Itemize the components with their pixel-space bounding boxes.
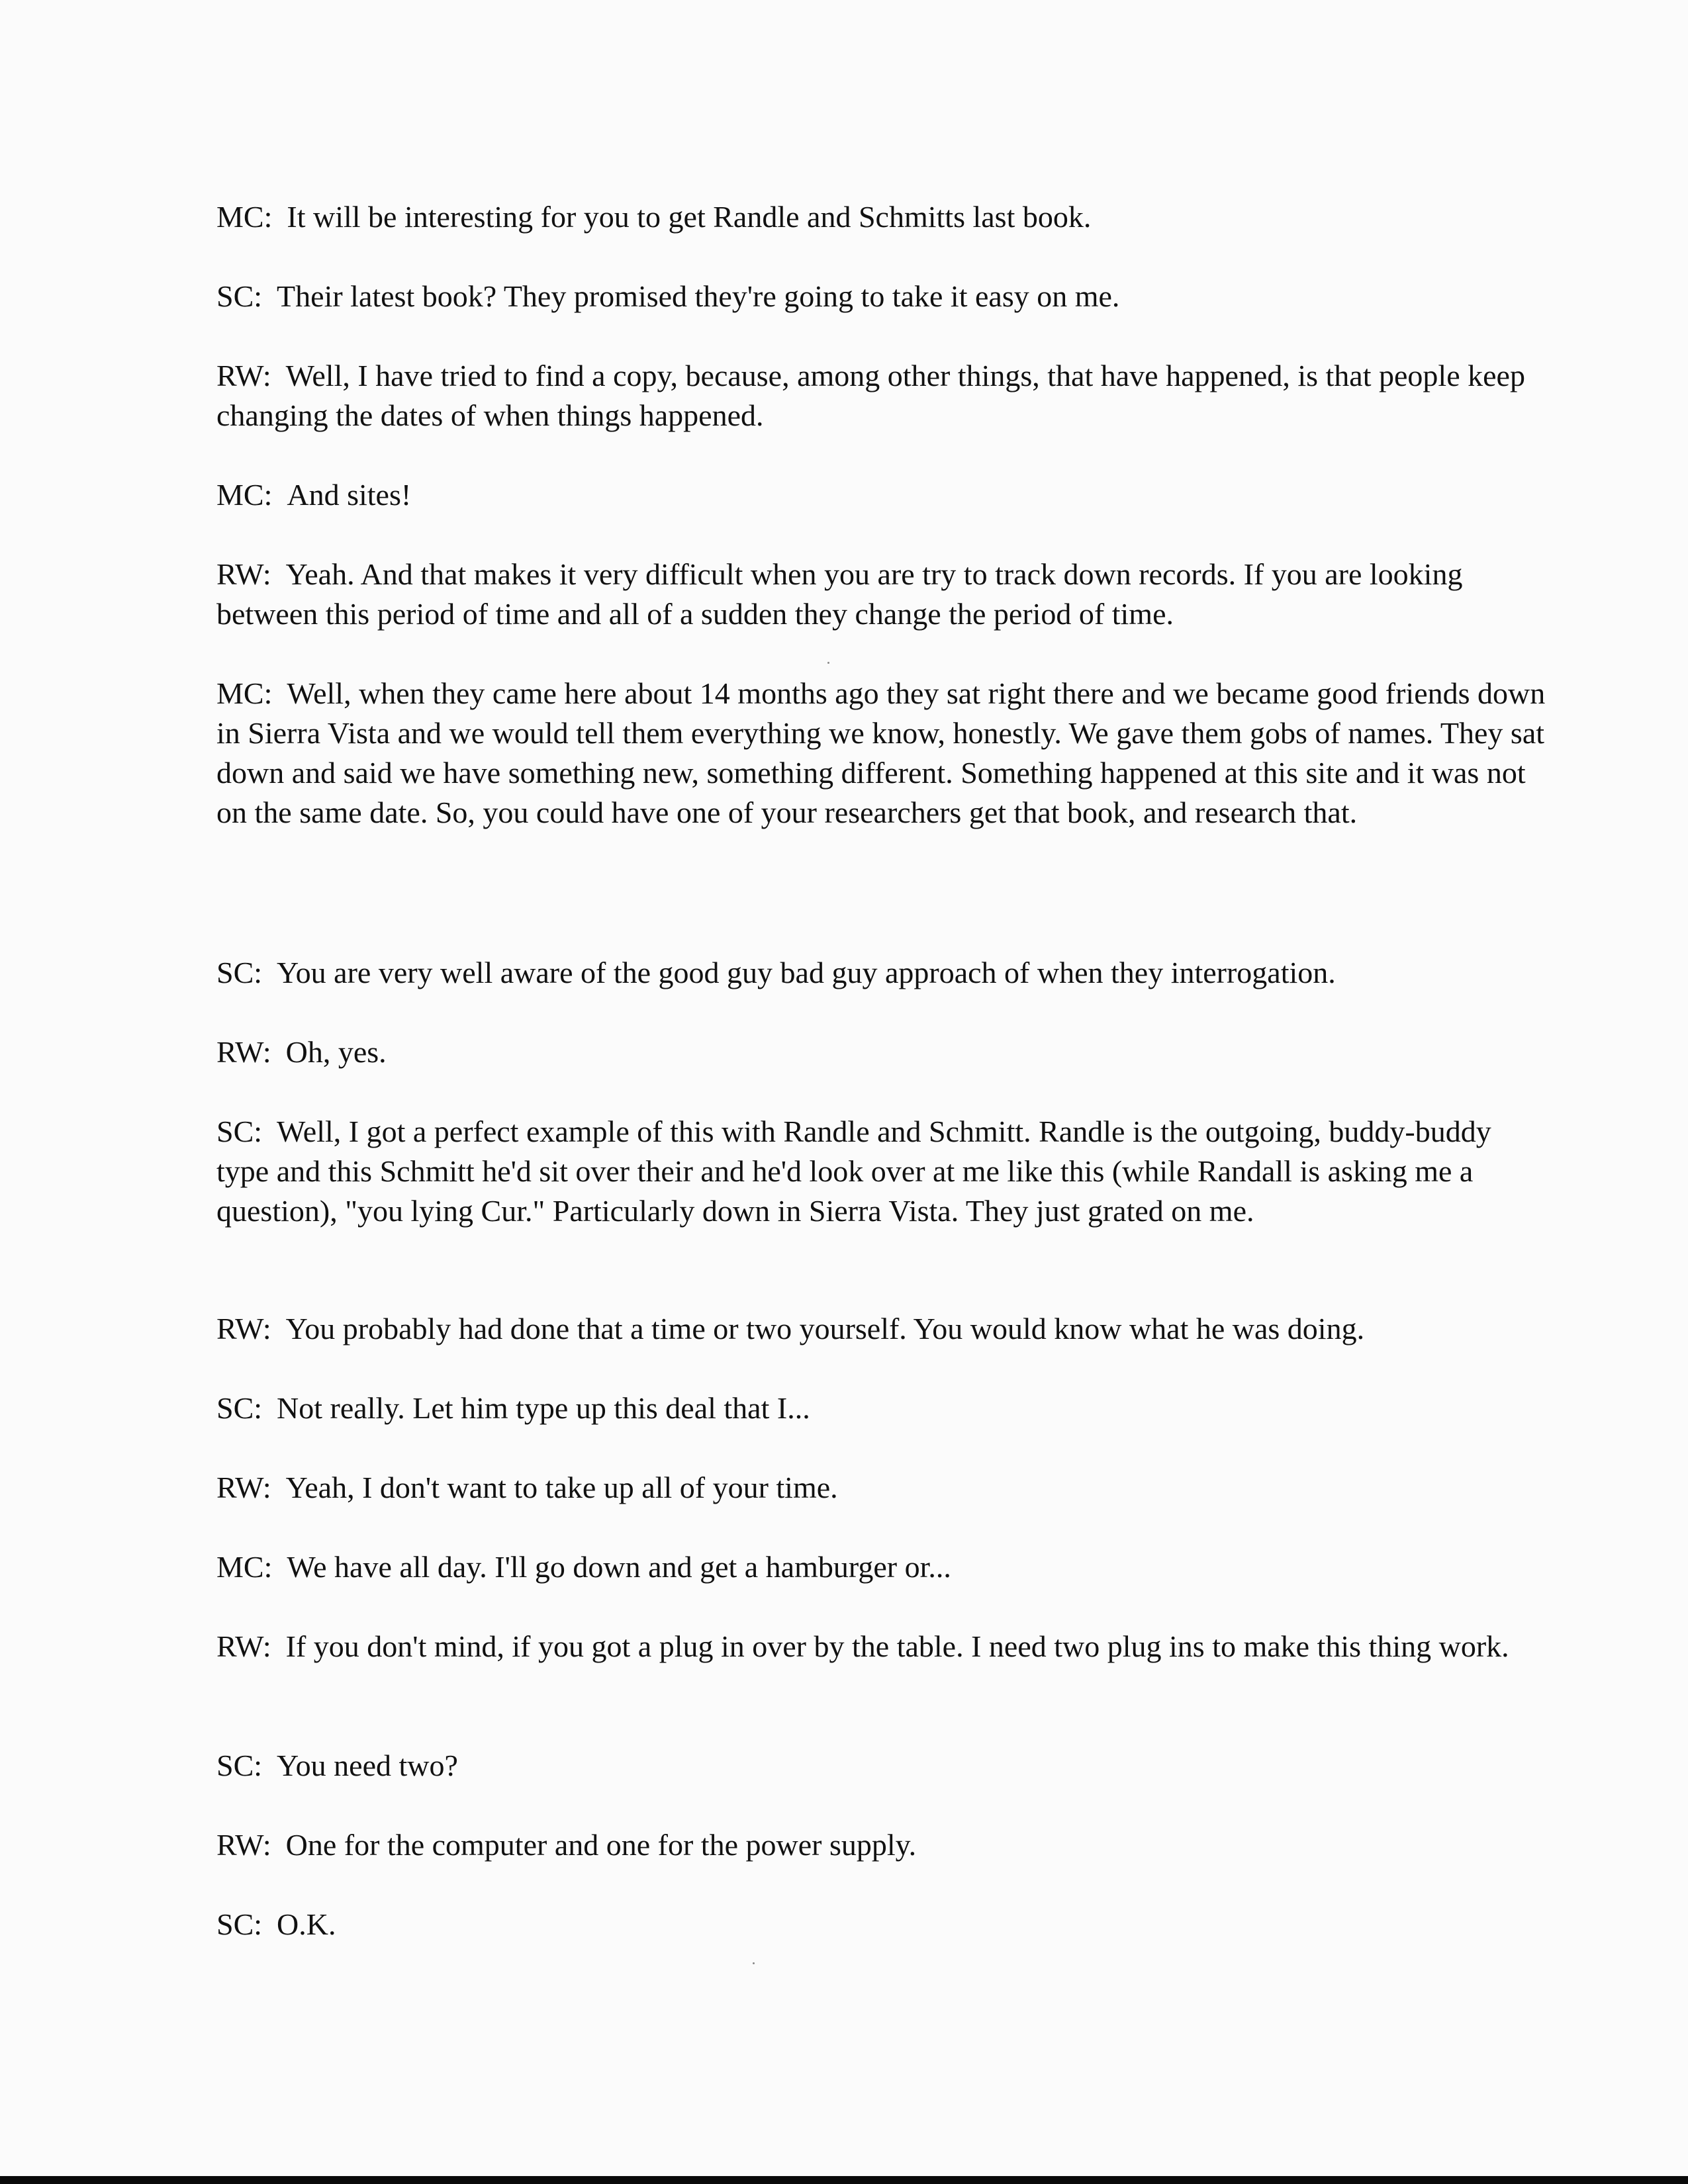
speaker-label: SC: (216, 1907, 263, 1941)
entry-text: If you don't mind, if you got a plug in over by the table. I need two plug ins to make this thing work. (285, 1629, 1509, 1663)
scan-speck (753, 1962, 755, 1964)
transcript-entry (216, 1905, 1547, 1944)
speaker-label: RW: (216, 1035, 271, 1069)
entry-text: Yeah. And that makes it very difficult when you are try to track down records. If you are looking between this period of time and all of a sudden they change the period of time. (216, 557, 1463, 631)
transcript-entry (216, 674, 1547, 833)
transcript-entry (216, 1032, 1547, 1072)
transcript-entry (216, 277, 1547, 316)
transcript-entry (216, 1112, 1547, 1231)
speaker-label: MC: (216, 676, 273, 710)
entry-text: Not really. Let him type up this deal that I... (277, 1391, 810, 1425)
scan-speck (827, 662, 829, 664)
speaker-label: MC: (216, 1550, 273, 1584)
transcript-entry (216, 1547, 1547, 1587)
transcript-entry (216, 1825, 1547, 1865)
speaker-label: MC: (216, 478, 273, 512)
entry-text: You are very well aware of the good guy bad guy approach of when they interrogation. (277, 956, 1336, 989)
transcript-entry (216, 197, 1547, 237)
transcript-entry (216, 1468, 1547, 1508)
entry-text: Yeah, I don't want to take up all of your time. (285, 1471, 838, 1504)
transcript-entry (216, 356, 1547, 435)
speaker-label: SC: (216, 279, 263, 313)
entry-text: O.K. (277, 1907, 336, 1941)
transcript-entry (216, 1388, 1547, 1428)
entry-text: Their latest book? They promised they're going to take it easy on me. (277, 279, 1120, 313)
entry-text: You probably had done that a time or two yourself. You would know what he was doing. (285, 1312, 1365, 1345)
transcript-entry (216, 1309, 1547, 1349)
speaker-label: MC: (216, 200, 273, 234)
entry-text: Oh, yes. (285, 1035, 387, 1069)
entry-text: And sites! (287, 478, 412, 512)
transcript-entry (216, 953, 1547, 993)
speaker-label: SC: (216, 1391, 263, 1425)
speaker-label: RW: (216, 359, 271, 392)
speaker-label: SC: (216, 956, 263, 989)
entry-text: One for the computer and one for the power supply. (285, 1828, 917, 1862)
speaker-label: RW: (216, 1629, 271, 1663)
entry-text: We have all day. I'll go down and get a hamburger or... (287, 1550, 951, 1584)
entry-text: It will be interesting for you to get Randle and Schmitts last book. (287, 200, 1092, 234)
entry-text: Well, when they came here about 14 months ago they sat right there and we became good friends down in Sierra Vista and we would tell them everything we know, honestly. We gave them gobs of names. They sat down and said we have something new, something different. Something happened at this site and it was not on the same date. So, you could have one of your researchers get that book, and research that. (216, 676, 1546, 829)
transcript-entry (216, 1746, 1547, 1786)
speaker-label: RW: (216, 1828, 271, 1862)
entry-text: You need two? (277, 1749, 458, 1782)
transcript-entry (216, 475, 1547, 515)
speaker-label: RW: (216, 557, 271, 591)
entry-text: Well, I got a perfect example of this with Randle and Schmitt. Randle is the outgoing, buddy-buddy type and this Schmitt he'd sit over their and he'd look over at me like this (while Randall is asking me a question), "you lying Cur." Particularly down in Sierra Vista. They just grated on me. (216, 1115, 1491, 1228)
speaker-label: SC: (216, 1115, 263, 1148)
entry-text: Well, I have tried to find a copy, because, among other things, that have happened, is that people keep changing the dates of when things happened. (216, 359, 1525, 432)
speaker-label: RW: (216, 1312, 271, 1345)
speaker-label: RW: (216, 1471, 271, 1504)
speaker-label: SC: (216, 1749, 263, 1782)
transcript-entry (216, 1627, 1547, 1666)
page-bottom-edge (0, 2176, 1688, 2184)
transcript-entry (216, 555, 1547, 634)
